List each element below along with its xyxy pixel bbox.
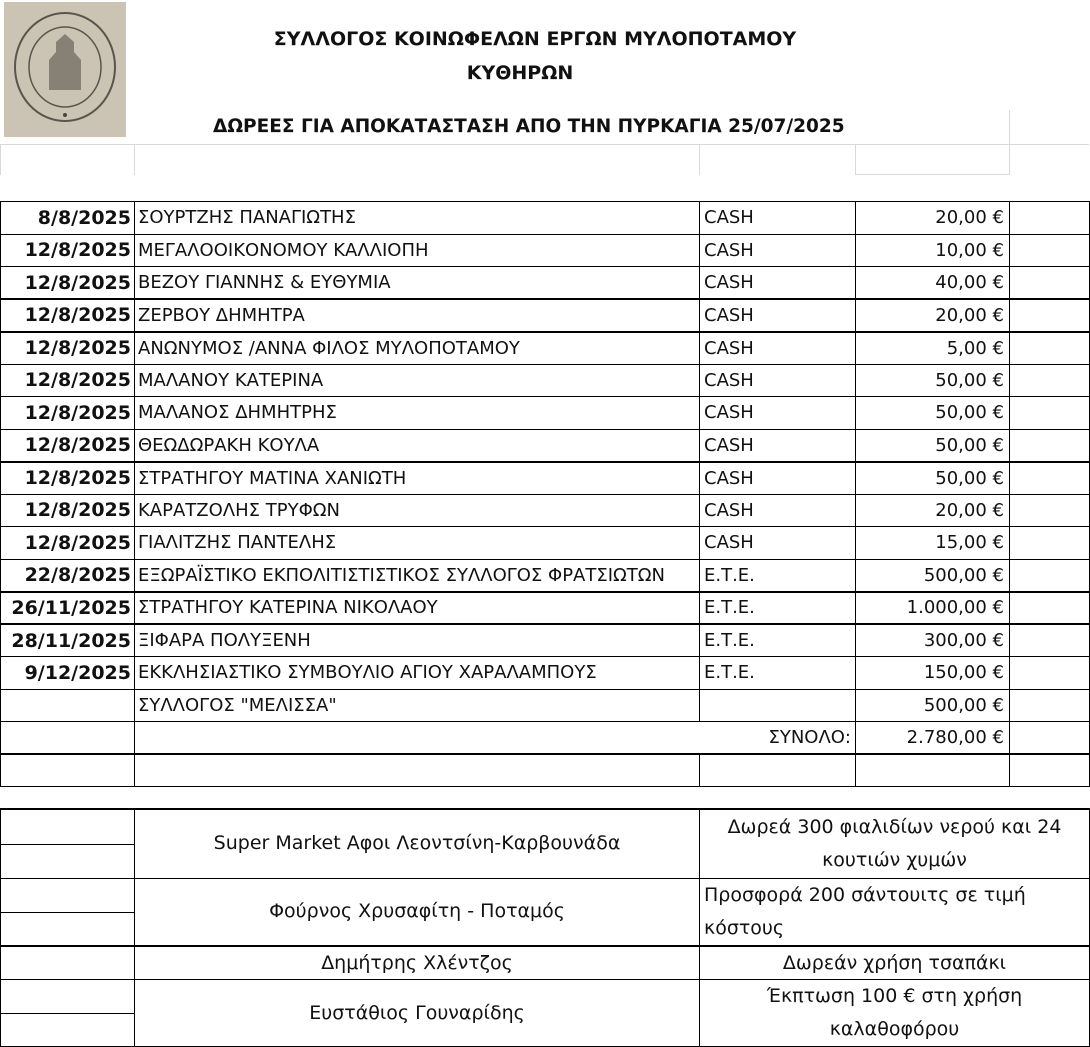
table-row: [1, 559, 1090, 592]
cell-date: 28/11/2025: [1, 624, 135, 657]
cell-empty: [856, 754, 1010, 787]
in-kind-donor: Δημήτρης Χλέντζος: [135, 946, 700, 980]
cell-divider: [1, 879, 134, 913]
cell-method: CASH: [700, 494, 856, 527]
cell-empty: [1010, 559, 1090, 592]
cell-empty: [1010, 267, 1090, 300]
cell-method: CASH: [700, 332, 856, 365]
cell-empty: [1010, 234, 1090, 267]
cell-amount: 500,00 €: [856, 559, 1010, 592]
table-row: [1, 234, 1090, 267]
cell-empty: [1, 878, 135, 946]
cell-empty: [1010, 462, 1090, 495]
cell-date: 9/12/2025: [1, 657, 135, 690]
org-title-line2: ΚΥΘΗΡΩΝ: [466, 62, 574, 84]
cell-name: ΣΟΥΡΤΖΗΣ ΠΑΝΑΓΙΩΤΗΣ: [135, 202, 700, 235]
cell-empty: [1, 754, 135, 787]
cell-empty: [1010, 624, 1090, 657]
cell-amount: 150,00 €: [856, 657, 1010, 690]
table-row: [1, 332, 1090, 365]
cell-empty: [1010, 592, 1090, 625]
cell-amount: 50,00 €: [856, 429, 1010, 462]
cell-amount: 20,00 €: [856, 494, 1010, 527]
table-row: [1, 267, 1090, 300]
cell-method: CASH: [700, 299, 856, 332]
table-row: [1, 462, 1090, 495]
in-kind-row: [1, 980, 1090, 1047]
cell-method: CASH: [700, 462, 856, 495]
cell-name: ΑΝΩΝΥΜΟΣ /ΑΝΝΑ ΦΙΛΟΣ ΜΥΛΟΠΟΤΑΜΟΥ: [135, 332, 700, 365]
org-title: ΣΥΛΛΟΓΟΣ ΚΟΙΝΩΦΕΛΩΝ ΕΡΓΩΝ ΜΥΛΟΠΟΤΑΜΟΥ: [273, 28, 797, 50]
cell-name: ΜΕΓΑΛΟΟΙΚΟΝΟΜΟΥ ΚΑΛΛΙΟΠΗ: [135, 234, 700, 267]
cell-empty: [700, 754, 856, 787]
cell-method: Ε.Τ.Ε.: [700, 657, 856, 690]
cell-empty: [1010, 527, 1090, 560]
cell-divider: [1, 913, 134, 945]
cell-date: 12/8/2025: [1, 462, 135, 495]
in-kind-donor: Ευστάθιος Γουναρίδης: [135, 980, 700, 1047]
cell-divider: [1, 810, 134, 845]
cell-amount: 50,00 €: [856, 462, 1010, 495]
cell-name: ΣΥΛΛΟΓΟΣ "ΜΕΛΙΣΣΑ": [135, 689, 700, 722]
cell-amount: 15,00 €: [856, 527, 1010, 560]
cell-method: CASH: [700, 364, 856, 397]
table-row: [1, 657, 1090, 690]
cell-empty: [1010, 722, 1090, 755]
cell-amount: 500,00 €: [856, 689, 1010, 722]
cell-empty: [1010, 657, 1090, 690]
cell-date: 12/8/2025: [1, 397, 135, 430]
cell-empty: [1, 946, 135, 980]
cell-empty: [1, 980, 135, 1047]
cell-name: ΘΕΩΔΩΡΑΚΗ ΚΟΥΛΑ: [135, 429, 700, 462]
in-kind-description: Δωρεά 300 φιαλιδίων νερού και 24 κουτιών χυμών: [700, 809, 1090, 878]
cell-date: 12/8/2025: [1, 364, 135, 397]
cell-amount: 5,00 €: [856, 332, 1010, 365]
cell-name: ΣΤΡΑΤΗΓΟΥ ΚΑΤΕΡΙΝΑ ΝΙΚΟΛΑΟΥ: [135, 592, 700, 625]
cell-amount: 40,00 €: [856, 267, 1010, 300]
cell-date: 12/8/2025: [1, 299, 135, 332]
in-kind-description: Έκπτωση 100 € στη χρήση καλαθοφόρου: [700, 980, 1090, 1047]
cell-method: CASH: [700, 527, 856, 560]
total-label: ΣΥΝΟΛΟ:: [135, 722, 856, 755]
cell-name: ΜΑΛΑΝΟΥ ΚΑΤΕΡΙΝΑ: [135, 364, 700, 397]
cell-method: [700, 689, 856, 722]
cell-empty: [1010, 689, 1090, 722]
table-row: [1, 624, 1090, 657]
cell-empty: [1010, 429, 1090, 462]
cell-amount: 10,00 €: [856, 234, 1010, 267]
gridline: [0, 145, 1, 175]
cell-method: CASH: [700, 429, 856, 462]
table-row: [1, 429, 1090, 462]
cell-amount: 1.000,00 €: [856, 592, 1010, 625]
cell-date: 12/8/2025: [1, 267, 135, 300]
cell-method: CASH: [700, 267, 856, 300]
cell-date: 12/8/2025: [1, 527, 135, 560]
cell-name: ΕΚΚΛΗΣΙΑΣΤΙΚΟ ΣΥΜΒΟΥΛΙΟ ΑΓΙΟΥ ΧΑΡΑΛΑΜΠΟΥΣ: [135, 657, 700, 690]
table-row: [1, 397, 1090, 430]
in-kind-description: Προσφορά 200 σάντουιτς σε τιμή κόστους: [700, 878, 1090, 946]
cell-date: 12/8/2025: [1, 429, 135, 462]
cell-method: Ε.Τ.Ε.: [700, 592, 856, 625]
table-row: [1, 299, 1090, 332]
cell-method: CASH: [700, 397, 856, 430]
cell-empty: [135, 754, 700, 787]
in-kind-row: [1, 878, 1090, 946]
gridline: [1009, 110, 1010, 175]
cell-name: ΚΑΡΑΤΖΟΛΗΣ ΤΡΥΦΩΝ: [135, 494, 700, 527]
cell-date: 12/8/2025: [1, 494, 135, 527]
cell-method: CASH: [700, 202, 856, 235]
cell-name: ΖΕΡΒΟΥ ΔΗΜΗΤΡΑ: [135, 299, 700, 332]
cell-date: 12/8/2025: [1, 332, 135, 365]
table-row: [1, 494, 1090, 527]
total-row: [1, 722, 1090, 755]
cell-amount: 20,00 €: [856, 202, 1010, 235]
cell-method: Ε.Τ.Ε.: [700, 559, 856, 592]
cell-name: ΒΕΖΟΥ ΓΙΑΝΝΗΣ & ΕΥΘΥΜΙΑ: [135, 267, 700, 300]
cell-date: 8/8/2025: [1, 202, 135, 235]
cell-date: 12/8/2025: [1, 234, 135, 267]
total-amount: 2.780,00 €: [856, 722, 1010, 755]
empty-row: [1, 754, 1090, 787]
cell-name: ΓΙΑΛΙΤΖΗΣ ΠΑΝΤΕΛΗΣ: [135, 527, 700, 560]
in-kind-description: Δωρεάν χρήση τσαπάκι: [700, 946, 1090, 980]
table-row: [1, 527, 1090, 560]
table-row: [1, 364, 1090, 397]
cell-name: ΞΙΦΑΡΑ ΠΟΛΥΞΕΝΗ: [135, 624, 700, 657]
cell-empty: [1, 722, 135, 755]
cell-amount: 50,00 €: [856, 364, 1010, 397]
gridline: [0, 144, 1089, 145]
cell-amount: 20,00 €: [856, 299, 1010, 332]
cell-amount: 50,00 €: [856, 397, 1010, 430]
gridline: [855, 145, 856, 175]
cell-amount: 300,00 €: [856, 624, 1010, 657]
gridline: [855, 174, 1010, 175]
page-subtitle: ΔΩΡΕΕΣ ΓΙΑ ΑΠΟΚΑΤΑΣΤΑΣΗ ΑΠΟ ΤΗΝ ΠΥΡΚΑΓΙΑ 25/07/2025: [213, 116, 845, 137]
cell-empty: [1010, 397, 1090, 430]
cell-empty: [1010, 202, 1090, 235]
cell-empty: [1010, 332, 1090, 365]
cell-date: [1, 689, 135, 722]
cell-divider: [1, 981, 134, 1015]
cell-date: 26/11/2025: [1, 592, 135, 625]
cell-name: ΜΑΛΑΝΟΣ ΔΗΜΗΤΡΗΣ: [135, 397, 700, 430]
cell-empty: [1, 809, 135, 878]
cell-empty: [1010, 754, 1090, 787]
cell-date: 22/8/2025: [1, 559, 135, 592]
cell-empty: [1010, 299, 1090, 332]
donations-table: [0, 201, 1090, 787]
cell-empty: [1010, 494, 1090, 527]
in-kind-donor: Super Market Αφοι Λεοντσίνη-Καρβουνάδα: [135, 809, 700, 878]
in-kind-donor: Φούρνος Χρυσαφίτη - Ποταμός: [135, 878, 700, 946]
table-row: [1, 202, 1090, 235]
table-row: [1, 689, 1090, 722]
cell-method: CASH: [700, 234, 856, 267]
in-kind-row: [1, 809, 1090, 878]
in-kind-row: [1, 946, 1090, 980]
cell-empty: [1010, 364, 1090, 397]
cell-divider: [1, 845, 134, 878]
in-kind-table: [0, 808, 1090, 1047]
cell-method: Ε.Τ.Ε.: [700, 624, 856, 657]
cell-name: ΕΞΩΡΑΪΣΤΙΚΟ ΕΚΠΟΛΙΤΙΣΤΙΣΤΙΚΟΣ ΣΥΛΛΟΓΟΣ ΦΡΑΤΣΙΩΤΩΝ: [135, 559, 700, 592]
table-row: [1, 592, 1090, 625]
cell-name: ΣΤΡΑΤΗΓΟΥ ΜΑΤΙΝΑ ΧΑΝΙΩΤΗ: [135, 462, 700, 495]
gridline: [134, 145, 135, 175]
cell-divider: [1, 1014, 134, 1046]
gridline: [699, 145, 700, 175]
